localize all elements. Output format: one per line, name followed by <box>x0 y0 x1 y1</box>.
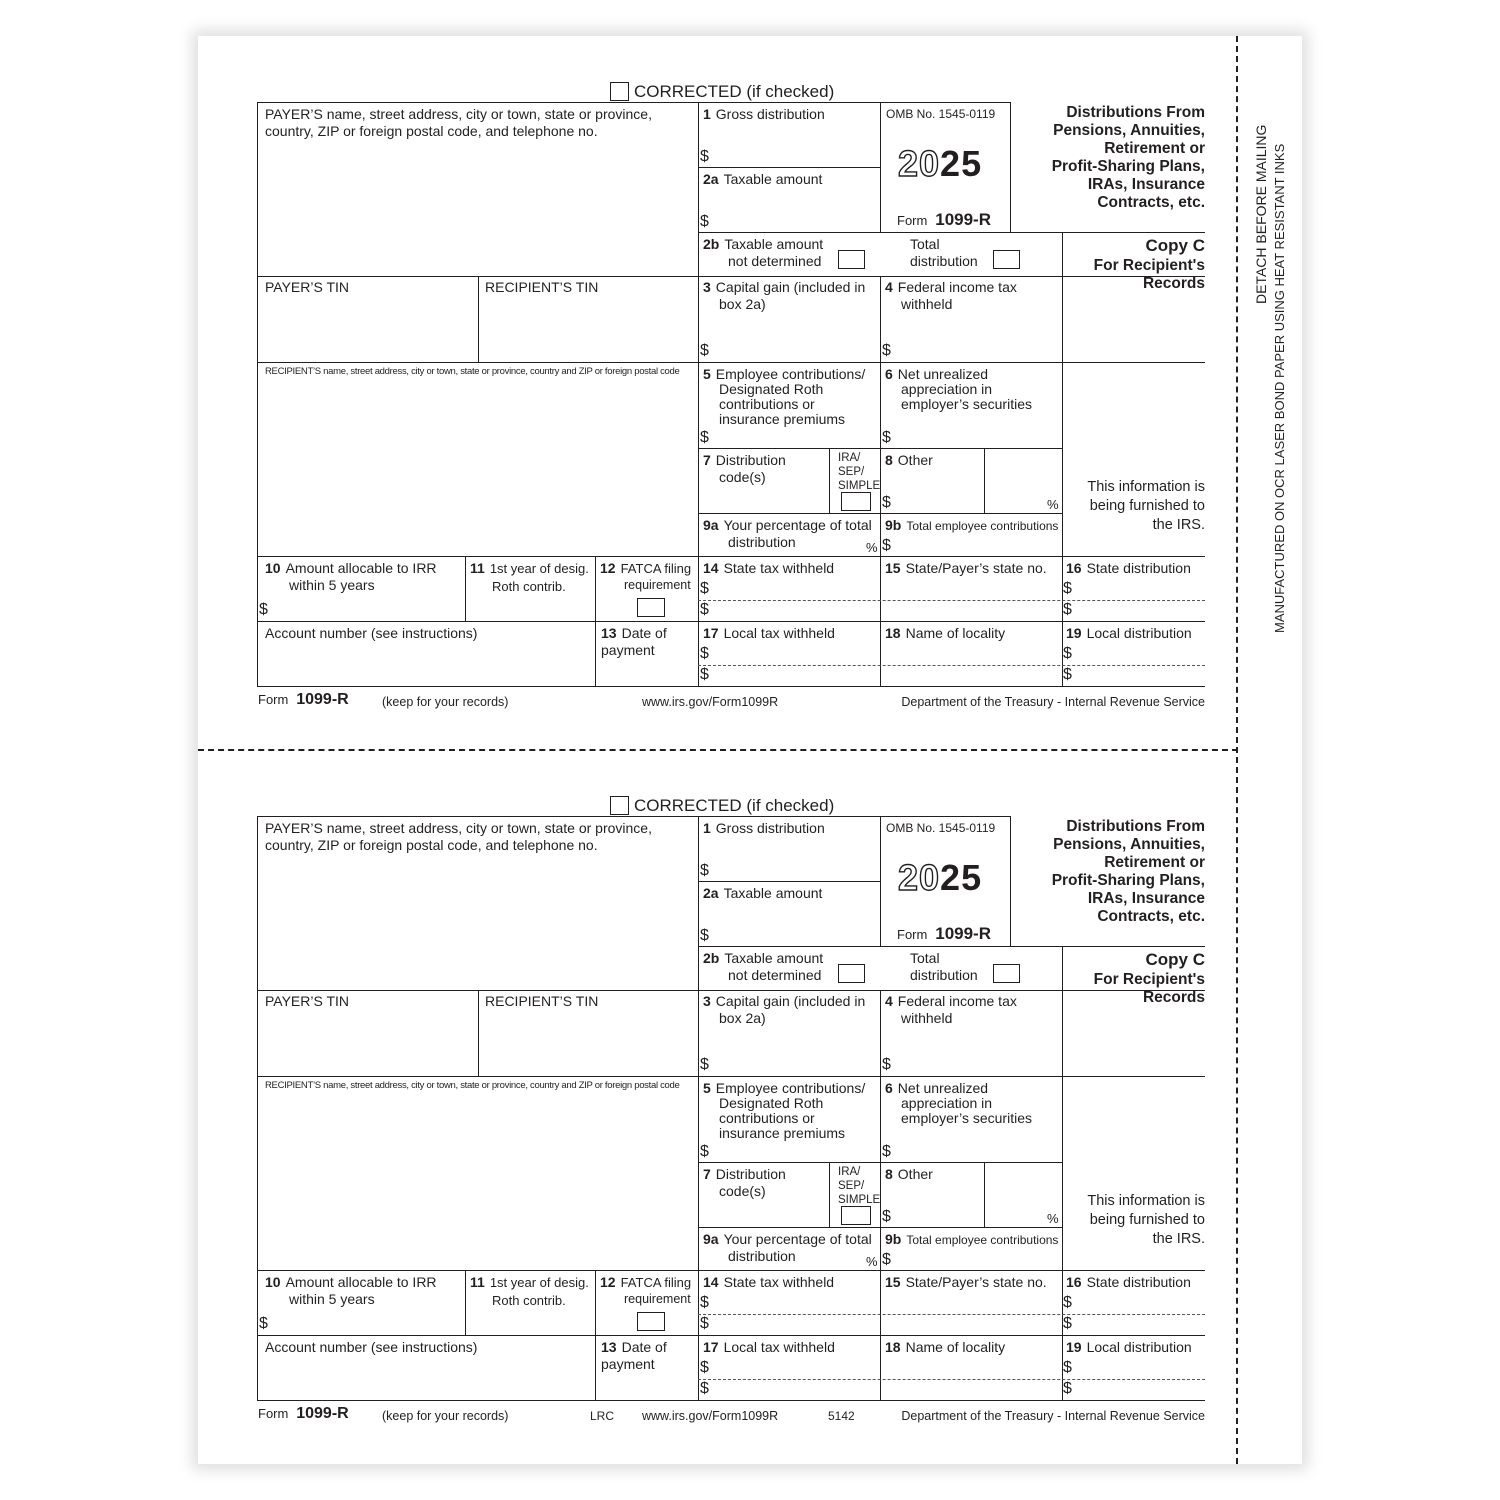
grid-line <box>984 1162 985 1227</box>
grid-line <box>880 102 881 232</box>
dollar-sign: $ <box>882 1143 891 1160</box>
box6-label-2: appreciation in <box>901 381 993 397</box>
dollar-sign: $ <box>882 537 891 554</box>
box1-label: 1 Gross distribution <box>703 106 825 122</box>
ira-sep-simple-label: IRA/ SEP/ SIMPLE <box>838 452 881 492</box>
dollar-sign: $ <box>700 1359 709 1376</box>
grid-line <box>1062 232 1063 687</box>
box19-label: 19 Local distribution <box>1066 1339 1192 1355</box>
box3-label: 3 Capital gain (included in <box>703 279 866 295</box>
percent-sign: % <box>1047 1211 1059 1226</box>
box10-label-2: within 5 years <box>289 1291 375 1307</box>
footer-form-id: Form 1099-R <box>258 1405 349 1422</box>
total-distribution-label-2: distribution <box>910 967 978 983</box>
dashed-line <box>698 1314 1205 1315</box>
box14-label: 14 State tax withheld <box>703 560 835 576</box>
total-distribution-label-2: distribution <box>910 253 978 269</box>
payer-tin-label: PAYER’S TIN <box>265 279 350 295</box>
dollar-sign: $ <box>1063 666 1072 683</box>
box5-label-4: insurance premiums <box>719 411 846 427</box>
box9b-label: 9b Total employee contributions <box>885 517 1059 533</box>
dollar-sign: $ <box>1063 1359 1072 1376</box>
account-number-label: Account number (see instructions) <box>265 1339 478 1355</box>
irs-info-note: This information is being furnished to the IRS. <box>1087 479 1205 533</box>
tax-year: 2025 <box>898 143 983 184</box>
dollar-sign: $ <box>882 342 891 359</box>
dollar-sign: $ <box>700 1315 709 1332</box>
dollar-sign: $ <box>882 1208 891 1225</box>
dollar-sign: $ <box>700 429 709 446</box>
box2b-label-2: not determined <box>728 253 822 269</box>
box10-label: 10 Amount allocable to IRR <box>265 560 437 576</box>
percent-sign: % <box>1047 497 1059 512</box>
dollar-sign: $ <box>1063 1380 1072 1397</box>
grid-line <box>829 448 830 513</box>
dollar-sign: $ <box>700 666 709 683</box>
grid-line <box>478 990 479 1076</box>
recipient-name-label: RECIPIENT’S name, street address, city or town, state or province, country and ZIP or foreign postal code <box>265 1080 680 1091</box>
fatca-checkbox[interactable] <box>637 1312 665 1331</box>
box5-label-4: insurance premiums <box>719 1125 846 1141</box>
dollar-sign: $ <box>1063 1294 1072 1311</box>
taxable-not-determined-checkbox[interactable] <box>838 250 865 269</box>
box1-label: 1 Gross distribution <box>703 820 825 836</box>
box5-label-3: contributions or <box>719 1110 815 1126</box>
box5-label-3: contributions or <box>719 396 815 412</box>
box10-label: 10 Amount allocable to IRR <box>265 1274 437 1290</box>
detach-note: DETACH BEFORE MAILING <box>1253 124 1269 304</box>
box11-label: 11 1st year of desig. <box>470 1274 589 1290</box>
box11-label-2: Roth contrib. <box>492 579 566 594</box>
total-distribution-label: Total <box>910 950 940 966</box>
box2a-label: 2a Taxable amount <box>703 885 823 901</box>
grid-line <box>257 556 1205 557</box>
grid-line <box>829 1162 830 1227</box>
grid-line <box>257 102 258 687</box>
dollar-sign: $ <box>700 645 709 662</box>
grid-line <box>257 362 1205 363</box>
dollar-sign: $ <box>700 862 709 879</box>
percent-sign: % <box>866 540 878 555</box>
box19-label: 19 Local distribution <box>1066 625 1192 641</box>
box6-label-3: employer’s securities <box>901 396 1032 412</box>
total-distribution-checkbox[interactable] <box>993 250 1020 269</box>
grid-line <box>257 621 1205 622</box>
box6-label-2: appreciation in <box>901 1095 993 1111</box>
grid-line <box>1010 816 1011 946</box>
box12-label: 12 FATCA filing <box>600 1274 692 1290</box>
box11-label-2: Roth contrib. <box>492 1293 566 1308</box>
footer-form-id: Form 1099-R <box>258 691 349 708</box>
box2b-label: 2b Taxable amount <box>703 236 824 252</box>
box9a-label-2: distribution <box>728 534 796 550</box>
dollar-sign: $ <box>1063 601 1072 618</box>
irs-info-note: This information is being furnished to the IRS. <box>1087 1193 1205 1247</box>
grid-line <box>257 990 1205 991</box>
form-id: Form 1099-R <box>897 210 991 229</box>
box3-label: 3 Capital gain (included in <box>703 993 866 1009</box>
box2a-label: 2a Taxable amount <box>703 171 823 187</box>
footer-keep-note: (keep for your records) <box>382 1409 509 1423</box>
grid-line <box>698 1227 1062 1228</box>
box2b-label: 2b Taxable amount <box>703 950 824 966</box>
grid-line <box>698 946 1205 947</box>
box13-label-2: payment <box>601 1356 655 1372</box>
box9b-label: 9b Total employee contributions <box>885 1231 1059 1247</box>
footer-url: www.irs.gov/Form1099R <box>642 1409 779 1423</box>
grid-line <box>465 556 466 621</box>
box12-label-2: requirement <box>624 1292 691 1306</box>
form-copy-bottom <box>0 714 1500 1428</box>
form-title: Distributions From Pensions, Annuities, Retirement or Profit-Sharing Plans, IRAs, Insurance Contracts, etc. <box>1051 104 1205 211</box>
tax-year: 2025 <box>898 857 983 898</box>
grid-line <box>257 1400 1205 1401</box>
box8-label: 8 Other <box>885 1166 933 1182</box>
dollar-sign: $ <box>1063 580 1072 597</box>
fatca-checkbox[interactable] <box>637 598 665 617</box>
box3-label-2: box 2a) <box>719 296 766 312</box>
dollar-sign: $ <box>1063 1315 1072 1332</box>
dollar-sign: $ <box>1063 645 1072 662</box>
dollar-sign: $ <box>700 927 709 944</box>
omb-number: OMB No. 1545-0119 <box>886 821 996 835</box>
grid-line <box>1062 946 1063 1401</box>
copy-subtitle: For Recipient's Records <box>1093 971 1205 1006</box>
grid-line <box>257 686 1205 687</box>
dollar-sign: $ <box>700 1143 709 1160</box>
dashed-line <box>698 665 1205 666</box>
paper-note: MANUFACTURED ON OCR LASER BOND PAPER USING HEAT RESISTANT INKS <box>1272 143 1287 633</box>
payer-name-label-2: country, ZIP or foreign postal code, and telephone no. <box>265 123 598 139</box>
copy-title: Copy C <box>1145 236 1205 255</box>
grid-line <box>880 816 881 946</box>
form-copy-top <box>0 0 1500 714</box>
ira-sep-simple-checkbox[interactable] <box>841 492 871 511</box>
dollar-sign: $ <box>882 1251 891 1268</box>
grid-line <box>257 1076 1205 1077</box>
box7-label-2: code(s) <box>719 469 766 485</box>
box4-label-2: withheld <box>901 296 953 312</box>
dollar-sign: $ <box>882 1056 891 1073</box>
form-id: Form 1099-R <box>897 924 991 943</box>
box4-label-2: withheld <box>901 1010 953 1026</box>
box9a-label: 9a Your percentage of total <box>703 517 872 533</box>
percent-sign: % <box>866 1254 878 1269</box>
box12-label-2: requirement <box>624 578 691 592</box>
box14-label: 14 State tax withheld <box>703 1274 835 1290</box>
box5-label-2: Designated Roth <box>719 381 824 397</box>
copy-subtitle: For Recipient's Records <box>1093 257 1205 292</box>
grid-line <box>698 513 1062 514</box>
box5-label: 5 Employee contributions/ <box>703 1080 866 1096</box>
box6-label: 6 Net unrealized <box>885 366 989 382</box>
payer-name-label-2: country, ZIP or foreign postal code, and telephone no. <box>265 837 598 853</box>
account-number-label: Account number (see instructions) <box>265 625 478 641</box>
recipient-tin-label: RECIPIENT’S TIN <box>485 993 599 1009</box>
dollar-sign: $ <box>700 342 709 359</box>
box4-label: 4 Federal income tax <box>885 279 1017 295</box>
box9a-label-2: distribution <box>728 1248 796 1264</box>
box17-label: 17 Local tax withheld <box>703 1339 835 1355</box>
box5-label-2: Designated Roth <box>719 1095 824 1111</box>
total-distribution-checkbox[interactable] <box>993 964 1020 983</box>
grid-line <box>698 881 880 882</box>
grid-line <box>257 102 1010 103</box>
box3-label-2: box 2a) <box>719 1010 766 1026</box>
box15-label: 15 State/Payer’s state no. <box>885 560 1047 576</box>
form-title: Distributions From Pensions, Annuities, Retirement or Profit-Sharing Plans, IRAs, Insurance Contracts, etc. <box>1051 818 1205 925</box>
footer-lrc: LRC <box>590 1409 615 1423</box>
box13-label: 13 Date of <box>601 625 667 641</box>
omb-number: OMB No. 1545-0119 <box>886 107 996 121</box>
corrected-label: CORRECTED (if checked) <box>634 796 835 815</box>
box15-label: 15 State/Payer’s state no. <box>885 1274 1047 1290</box>
box13-label: 13 Date of <box>601 1339 667 1355</box>
copy-title: Copy C <box>1145 950 1205 969</box>
grid-line <box>257 1270 1205 1271</box>
box7-label: 7 Distribution <box>703 1166 786 1182</box>
grid-line <box>257 276 1205 277</box>
dollar-sign: $ <box>700 580 709 597</box>
corrected-checkbox[interactable] <box>610 796 629 815</box>
dollar-sign: $ <box>700 148 709 165</box>
corrected-label: CORRECTED (if checked) <box>634 82 835 101</box>
box4-label: 4 Federal income tax <box>885 993 1017 1009</box>
payer-name-label: PAYER’S name, street address, city or town, state or province, <box>265 820 652 836</box>
grid-line <box>257 816 1010 817</box>
box7-label: 7 Distribution <box>703 452 786 468</box>
taxable-not-determined-checkbox[interactable] <box>838 964 865 983</box>
footer-code: 5142 <box>828 1409 855 1423</box>
payer-name-label: PAYER’S name, street address, city or town, state or province, <box>265 106 652 122</box>
footer-keep-note: (keep for your records) <box>382 695 509 709</box>
box18-label: 18 Name of locality <box>885 1339 1006 1355</box>
grid-line <box>257 816 258 1401</box>
dollar-sign: $ <box>700 1056 709 1073</box>
dollar-sign: $ <box>882 494 891 511</box>
footer-url: www.irs.gov/Form1099R <box>642 695 779 709</box>
box8-label: 8 Other <box>885 452 933 468</box>
grid-line <box>698 1162 1062 1163</box>
footer-department: Department of the Treasury - Internal Revenue Service <box>901 1409 1205 1423</box>
ira-sep-simple-label: IRA/ SEP/ SIMPLE <box>838 1166 881 1206</box>
footer-department: Department of the Treasury - Internal Revenue Service <box>901 695 1205 709</box>
box11-label: 11 1st year of desig. <box>470 560 589 576</box>
grid-line <box>698 167 880 168</box>
box6-label: 6 Net unrealized <box>885 1080 989 1096</box>
dollar-sign: $ <box>700 1380 709 1397</box>
dollar-sign: $ <box>259 601 268 618</box>
box6-label-3: employer’s securities <box>901 1110 1032 1126</box>
recipient-name-label: RECIPIENT’S name, street address, city or town, state or province, country and ZIP or foreign postal code <box>265 366 680 377</box>
box16-label: 16 State distribution <box>1066 560 1191 576</box>
box10-label-2: within 5 years <box>289 577 375 593</box>
grid-line <box>698 232 1205 233</box>
grid-line <box>465 1270 466 1335</box>
box18-label: 18 Name of locality <box>885 625 1006 641</box>
box12-label: 12 FATCA filing <box>600 560 692 576</box>
dollar-sign: $ <box>700 1294 709 1311</box>
box5-label: 5 Employee contributions/ <box>703 366 866 382</box>
grid-line <box>257 1335 1205 1336</box>
box16-label: 16 State distribution <box>1066 1274 1191 1290</box>
total-distribution-label: Total <box>910 236 940 252</box>
box9a-label: 9a Your percentage of total <box>703 1231 872 1247</box>
box2b-label-2: not determined <box>728 967 822 983</box>
box17-label: 17 Local tax withheld <box>703 625 835 641</box>
dollar-sign: $ <box>700 213 709 230</box>
grid-line <box>1010 102 1011 232</box>
recipient-tin-label: RECIPIENT’S TIN <box>485 279 599 295</box>
box13-label-2: payment <box>601 642 655 658</box>
dollar-sign: $ <box>700 601 709 618</box>
dollar-sign: $ <box>882 429 891 446</box>
grid-line <box>478 276 479 362</box>
box7-label-2: code(s) <box>719 1183 766 1199</box>
dollar-sign: $ <box>259 1315 268 1332</box>
ira-sep-simple-checkbox[interactable] <box>841 1206 871 1225</box>
payer-tin-label: PAYER’S TIN <box>265 993 350 1009</box>
grid-line <box>698 448 1062 449</box>
dashed-line <box>698 1379 1205 1380</box>
corrected-checkbox[interactable] <box>610 82 629 101</box>
dashed-line <box>698 600 1205 601</box>
grid-line <box>984 448 985 513</box>
